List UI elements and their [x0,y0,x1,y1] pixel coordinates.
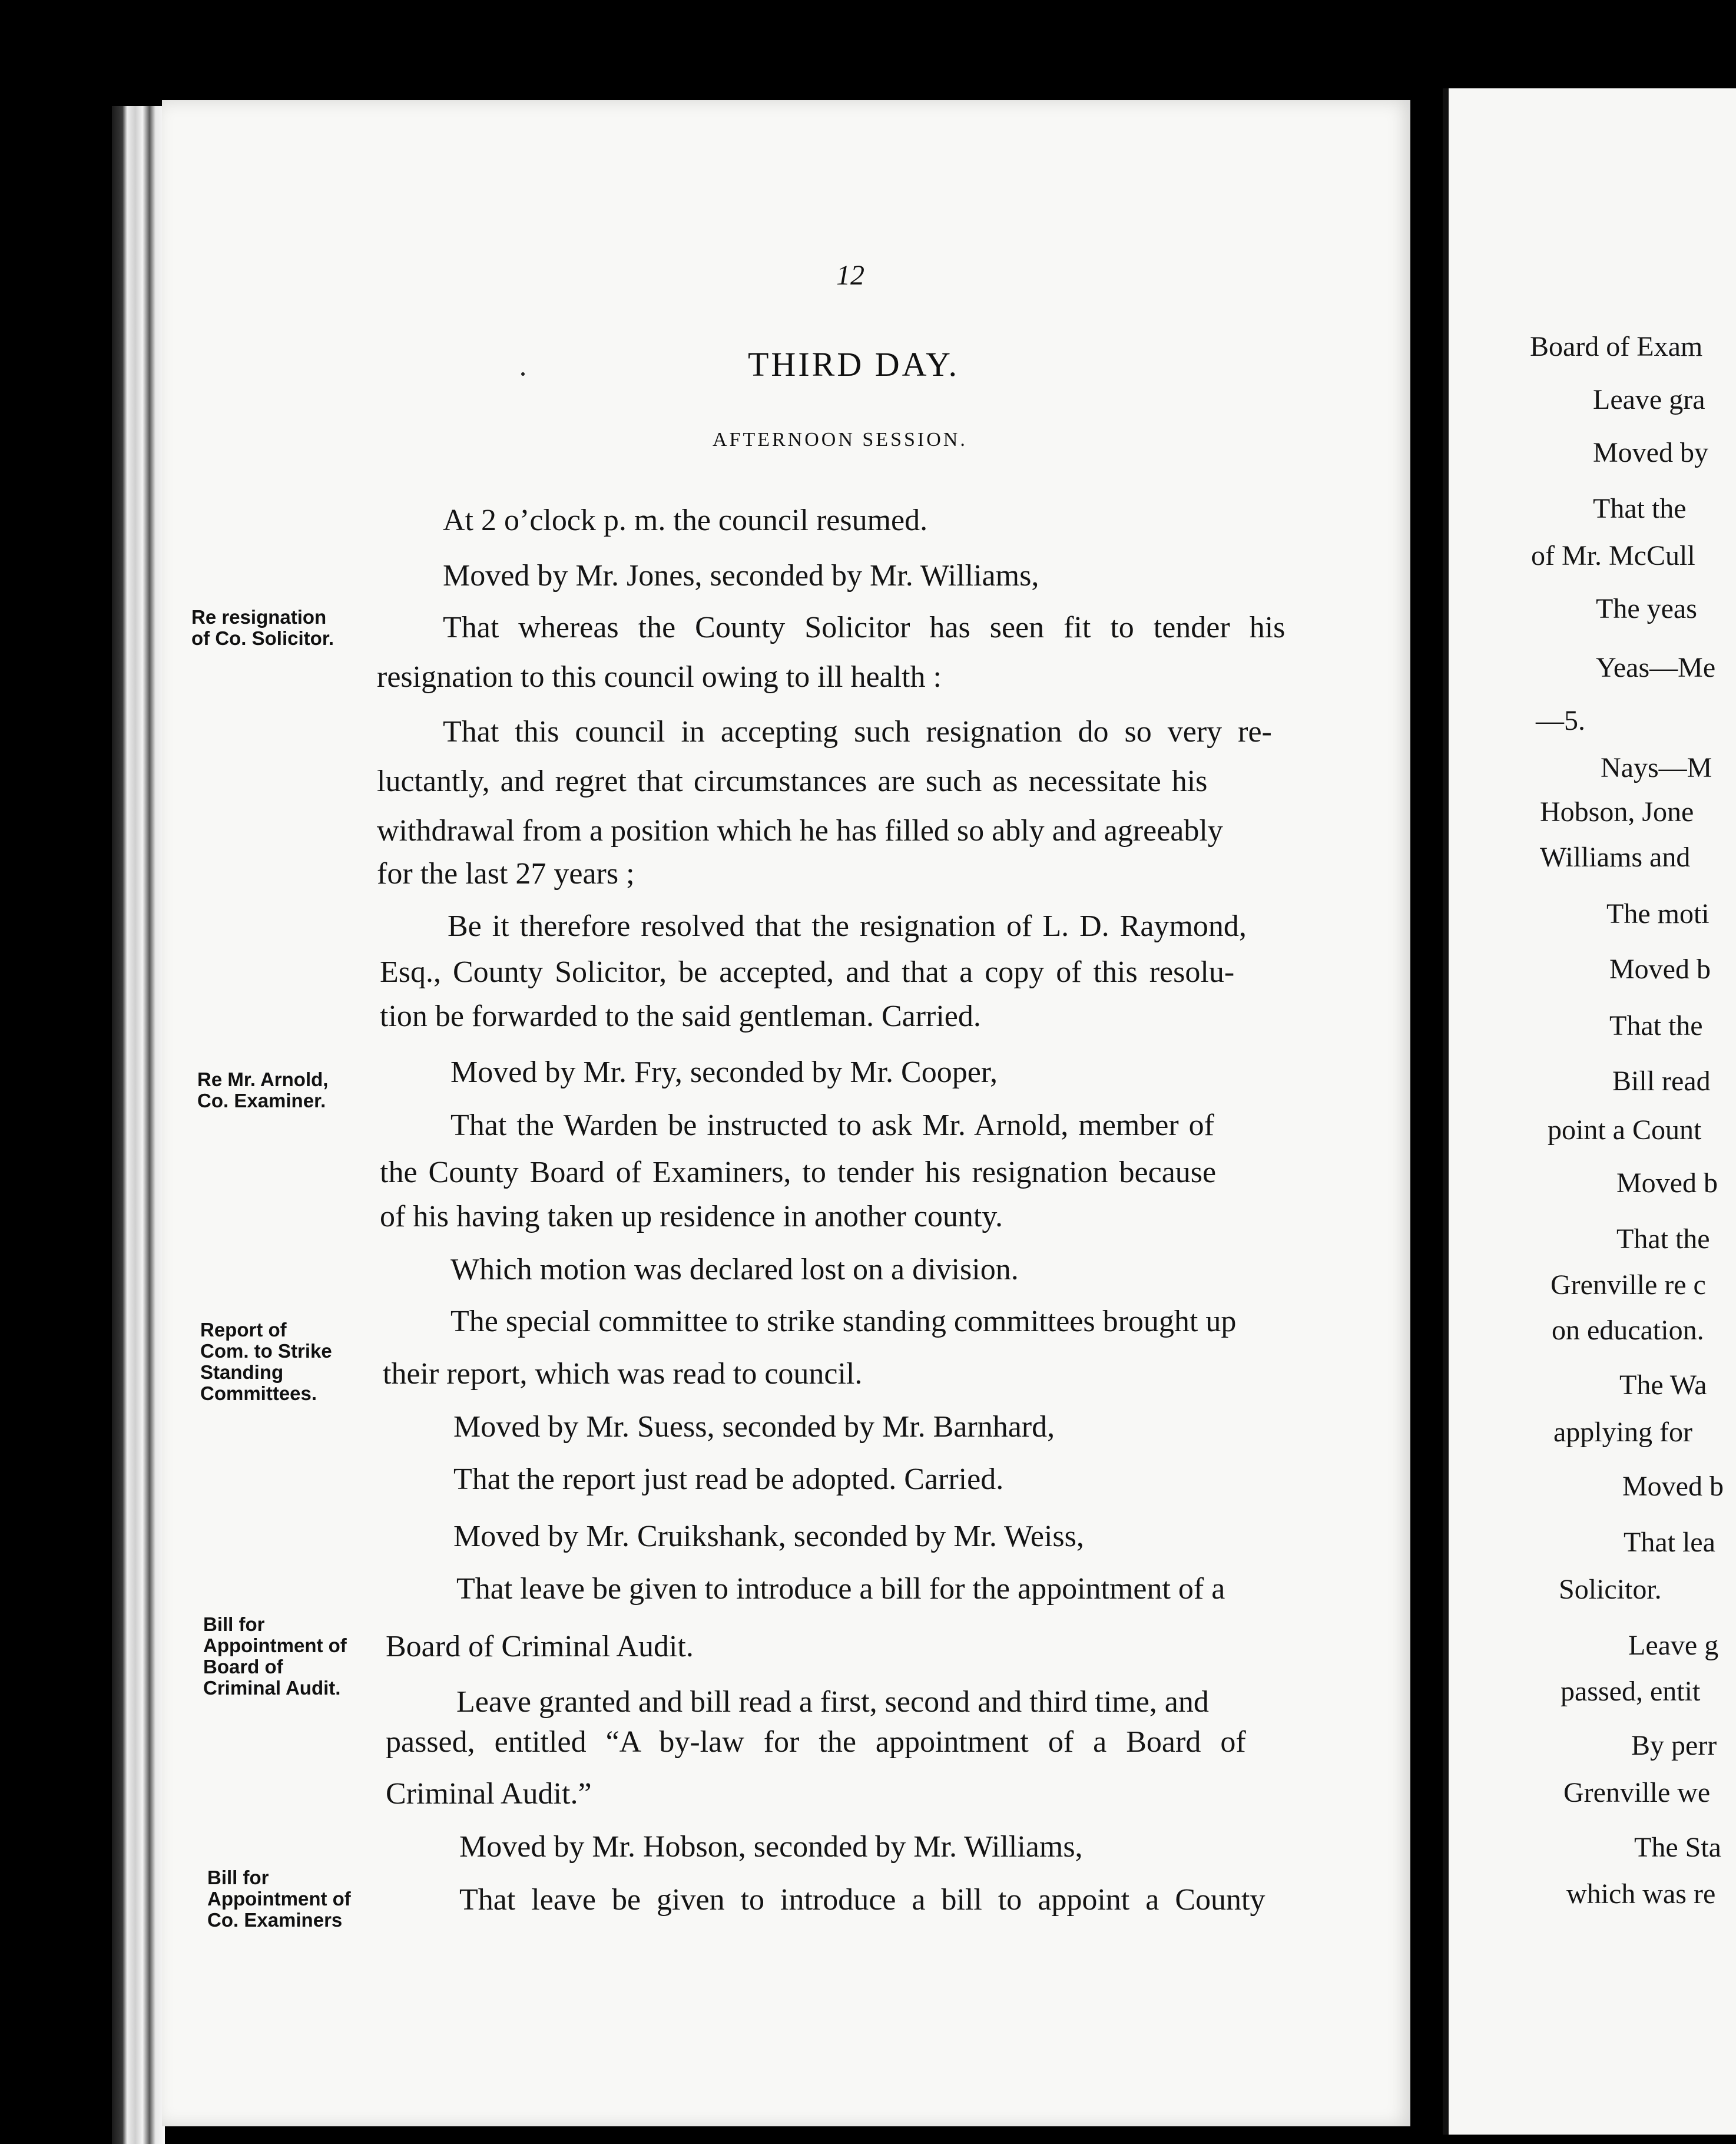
right-page-line: Nays—M [1601,752,1712,783]
right-page-line: Moved by [1593,437,1708,468]
margin-note-line: Com. to Strike [200,1340,332,1362]
right-page-line: Moved b [1609,954,1711,985]
margin-note-line: Re Mr. Arnold, [197,1068,329,1090]
body-line: Moved by Mr. Suess, seconded by Mr. Barnhard, [453,1410,1055,1444]
right-page-line: passed, entit [1561,1676,1701,1707]
margin-note-line: Appointment of [203,1635,347,1656]
body-line: Leave granted and bill read a first, second and third time, and [456,1685,1209,1719]
page-gutter [1410,0,1443,2135]
body-line: That the Warden be instructed to ask Mr. Arnold, member of [450,1109,1214,1142]
right-page-line: on education. [1552,1315,1704,1346]
right-page-line: That the [1616,1223,1710,1255]
right-page-line: of Mr. McCull [1531,540,1695,571]
right-page-line: Moved b [1616,1167,1718,1199]
body-line: That this council in accepting such resignation do so very re- [443,715,1272,749]
body-line: tion be forwarded to the said gentleman. Carried. [380,1000,981,1033]
margin-note [203,1614,347,1699]
right-page-line: Solicitor. [1559,1574,1662,1605]
margin-note [197,1069,328,1111]
margin-note-line: Criminal Audit. [203,1677,341,1699]
body-line: Be it therefore resolved that the resignation of L. D. Raymond, [448,909,1247,943]
margin-note-line: Co. Examiners [207,1909,343,1931]
body-line: Criminal Audit.” [386,1777,592,1811]
body-line: passed, entitled “A by-law for the appointment of a Board of [386,1725,1246,1759]
body-line: Which motion was declared lost on a division. [450,1253,1019,1286]
right-page-line: By perr [1631,1730,1717,1761]
margin-note-line: of Co. Solicitor. [191,627,334,649]
margin-note-line: Appointment of [207,1888,351,1910]
session-heading: AFTERNOON SESSION. [713,429,968,451]
right-page-line: —5. [1536,705,1585,736]
right-page-line: point a Count [1548,1114,1702,1146]
body-line: resignation to this council owing to ill health : [377,660,942,694]
margin-note-line: Report of [200,1319,287,1341]
body-line: luctantly, and regret that circumstances are such as necessitate his [377,765,1208,798]
body-line: the County Board of Examiners, to tender his resignation because [380,1156,1217,1189]
margin-note-line: Re resignation [191,606,327,628]
body-line: for the last 27 years ; [377,857,635,891]
body-line: At 2 o’clock p. m. the council resumed. [443,504,928,537]
body-line: That leave be given to introduce a bill to appoint a County [459,1883,1265,1917]
right-page-line: That the [1593,493,1687,524]
body-line: their report, which was read to council. [383,1357,863,1391]
right-page-line: Moved b [1622,1471,1724,1502]
margin-note-line: Standing [200,1361,284,1383]
body-line: of his having taken up residence in another county. [380,1200,1003,1233]
right-page-line: Williams and [1540,842,1691,873]
right-page-line: Grenville re c [1551,1269,1706,1301]
day-heading: THIRD DAY. [748,345,960,383]
margin-note-line: Board of [203,1656,283,1678]
body-line: Moved by Mr. Hobson, seconded by Mr. Williams, [459,1830,1083,1864]
body-line: Esq., County Solicitor, be accepted, and that a copy of this resolu- [380,955,1235,989]
margin-note [207,1867,351,1931]
margin-note-line: Bill for [207,1867,269,1888]
margin-note-line: Committees. [200,1382,317,1404]
margin-note-line: Co. Examiner. [197,1090,326,1111]
right-page-line: Yeas—Me [1596,652,1716,683]
body-line: withdrawal from a position which he has filled so ably and agreeably [377,814,1223,848]
body-line: Board of Criminal Audit. [386,1630,694,1663]
body-line: That the report just read be adopted. Carried. [453,1463,1004,1496]
right-page-line: Bill read [1612,1066,1711,1097]
right-page-line: The moti [1606,898,1710,929]
right-page-line: That lea [1624,1527,1715,1558]
margin-note [200,1319,332,1404]
body-line: Moved by Mr. Fry, seconded by Mr. Cooper, [450,1056,998,1089]
body-line: That leave be given to introduce a bill for the appointment of a [456,1572,1225,1606]
body-line: That whereas the County Solicitor has seen fit to tender his [443,611,1286,644]
page-number: 12 [836,260,864,291]
right-page-line: The Sta [1634,1832,1721,1863]
right-page-line: applying for [1553,1417,1692,1448]
right-page-line: Grenville we [1563,1777,1711,1808]
right-page-line: Board of Exam [1530,331,1703,362]
margin-note [191,607,334,649]
speck [521,372,525,376]
right-page-line: Leave g [1628,1630,1719,1661]
right-page-line: Leave gra [1593,384,1705,415]
right-page-line: The yeas [1596,593,1697,624]
body-line: Moved by Mr. Jones, seconded by Mr. Williams, [443,559,1039,593]
book-spine [112,106,165,2144]
right-page-line: which was re [1566,1878,1716,1910]
right-page-line: That the [1609,1010,1703,1041]
right-page-line: The Wa [1619,1369,1707,1401]
right-page-line: Hobson, Jone [1540,796,1694,828]
body-line: The special committee to strike standing committees brought up [450,1305,1237,1338]
body-line: Moved by Mr. Cruikshank, seconded by Mr. Weiss, [453,1520,1084,1553]
margin-note-line: Bill for [203,1613,265,1635]
